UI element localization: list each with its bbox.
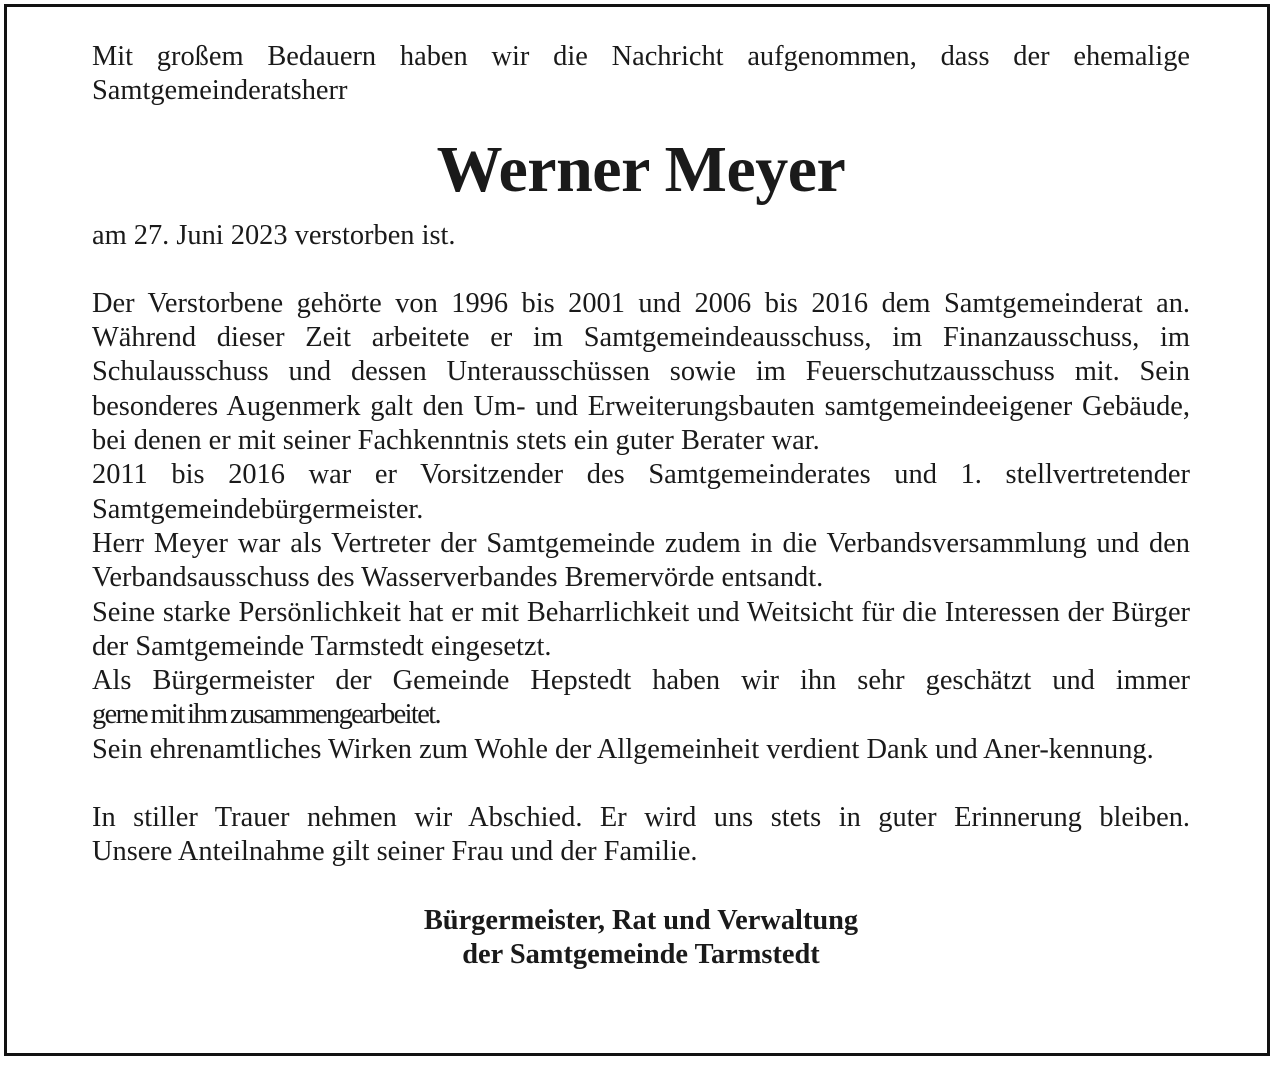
obituary-notice (92, 40, 1190, 972)
body-paragraph-personality: Seine starke Persönlichkeit hat er mit Beharrlichkeit und Weitsicht für die Interessen der Bürger der Samtgemeinde Tarmstedt eingesetzt. (92, 596, 1190, 662)
signature-block (92, 904, 1190, 973)
body-paragraph-mayor (92, 664, 1190, 733)
body-paragraph-career: Der Verstorbene gehörte von 1996 bis 2001 und 2006 bis 2016 dem Samtgemeinderat an. Während dieser Zeit arbeitete er im Samtgemeindeausschuss, im Finanzausschuss, im Schulausschuss und dessen Unterausschüssen sowie im Feuerschutzausschuss mit. Sein besonderes Augenmerk galt den Um- und Erweiterungsbauten samtgemeindeeigener Gebäude, bei denen er mit seiner Fachkenntnis stets ein guter Berater war. (92, 287, 1190, 457)
intro-text (92, 40, 1190, 109)
signature-line-2: der Samtgemeinde Tarmstedt (462, 938, 820, 970)
signature-line-1: Bürgermeister, Rat und Verwaltung (423, 904, 859, 936)
deceased-name: Werner Meyer (436, 132, 846, 206)
spacer (92, 253, 1190, 287)
mayor-line-2: gerne mit ihm zusammengearbeitet. (92, 699, 440, 731)
intro-line-1: Mit großem Bedauern haben wir die Nachricht aufgenommen, dass der ehemalige (92, 41, 1190, 72)
body-paragraph-water-association: Herr Meyer war als Vertreter der Samtgemeinde zudem in die Verbandsversammlung und den Verbandsausschuss des Wasserverbandes Bremervörde entsandt. (92, 527, 1190, 594)
mayor-line-1: Als Bürgermeister der Gemeinde Hepstedt haben wir ihn sehr geschätzt und immer (92, 665, 1190, 697)
intro-line-2: Samtgemeinderatsherr (92, 75, 348, 107)
closing-line-2: Unsere Anteilnahme gilt seiner Frau und der Familie. (92, 836, 698, 868)
closing-line-1: In stiller Trauer nehmen wir Abschied. Er wird uns stets in guter Erinnerung bleiben. (92, 802, 1190, 834)
body-paragraph-thanks: Sein ehrenamtliches Wirken zum Wohle der Allgemeinheit verdient Dank und Aner-kennung. (92, 733, 1154, 765)
death-date-line: am 27. Juni 2023 verstorben ist. (92, 219, 456, 251)
spacer (92, 767, 1190, 801)
closing-text (92, 801, 1190, 870)
body-paragraph-chairman: 2011 bis 2016 war er Vorsitzender des Samtgemeinderates und 1. stellvertretender Samtgemeindebürgermeister. (92, 459, 1190, 525)
